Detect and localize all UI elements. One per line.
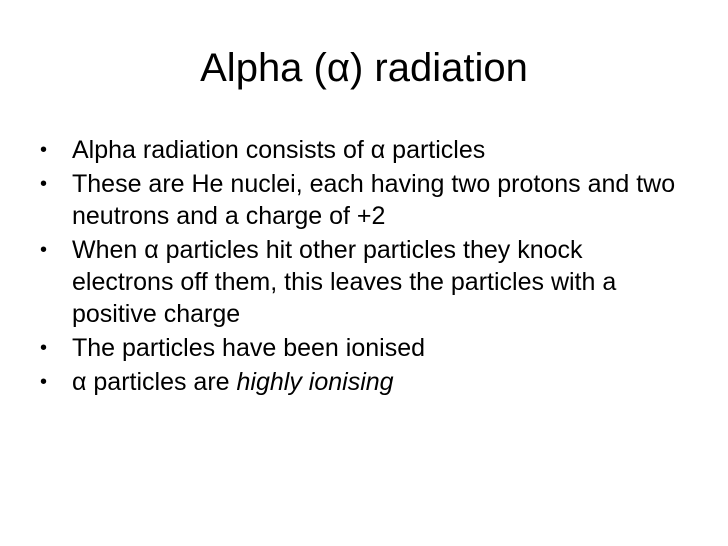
bullet-text: When α particles hit other particles they knock electrons off them, this leaves the particles with a positive charge [72, 236, 617, 328]
bullet-text: Alpha radiation consists of α particles [72, 136, 486, 164]
slide-title: Alpha (α) radiation [200, 46, 528, 90]
bullet-text-emphasis: highly ionising [236, 368, 394, 396]
bullet-list [30, 134, 690, 400]
bullet-dot-icon: • [40, 239, 48, 261]
bullet-item [30, 366, 690, 398]
bullet-item [30, 134, 690, 166]
bullet-dot-icon: • [40, 371, 48, 393]
bullet-item [30, 332, 690, 364]
bullet-dot-icon: • [40, 139, 48, 161]
bullet-dot-icon: • [40, 173, 48, 195]
bullet-item [30, 168, 690, 232]
bullet-item [30, 234, 690, 330]
bullet-dot-icon: • [40, 337, 48, 359]
bullet-text: These are He nuclei, each having two protons and two neutrons and a charge of +2 [72, 170, 676, 230]
bullet-text-prefix: α particles are [72, 368, 237, 396]
bullet-text: The particles have been ionised [72, 334, 426, 362]
